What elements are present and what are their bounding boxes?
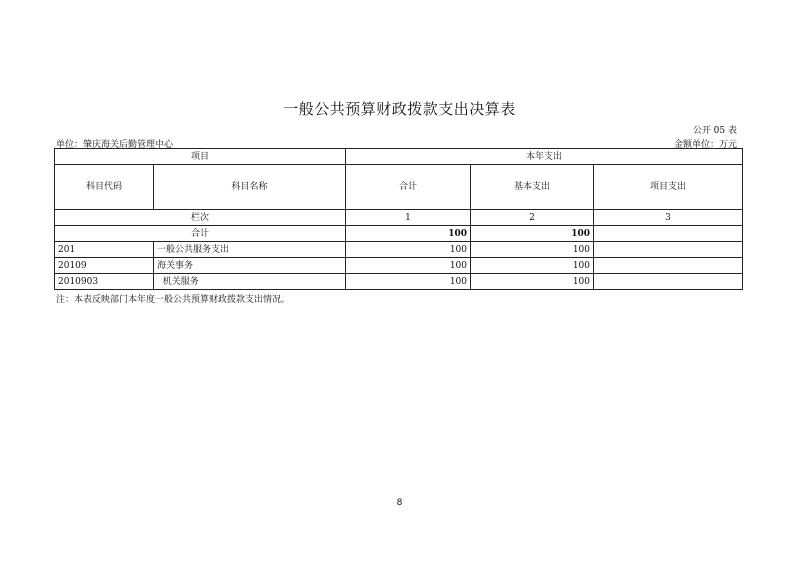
row-basic: 100: [471, 242, 594, 258]
row-basic: 100: [471, 258, 594, 274]
column-header-total: 合计: [346, 165, 471, 210]
unit-label: 单位：肇庆海关后勤管理中心: [56, 140, 174, 150]
header-current-year: 本年支出: [346, 149, 743, 165]
expenditure-table: [54, 148, 743, 290]
row-total: 100: [346, 258, 471, 274]
page-number: 8: [396, 498, 403, 508]
table-row: [55, 242, 743, 258]
row-code: 2010903: [55, 274, 154, 290]
header-project: 项目: [55, 149, 346, 165]
row-project: [594, 258, 743, 274]
row-project: [594, 274, 743, 290]
row-total: 100: [346, 242, 471, 258]
row-name: 机关服务: [154, 274, 346, 290]
total-amount: 100: [346, 226, 471, 242]
amount-unit-label: 金额单位：万元: [673, 140, 737, 150]
table-note: 注：本表反映部门本年度一般公共预算财政拨款支出情况。: [56, 295, 291, 305]
lanci-1: 1: [346, 210, 471, 226]
column-header-name: 科目名称: [154, 165, 346, 210]
row-total: 100: [346, 274, 471, 290]
row-project: [594, 242, 743, 258]
lanci-label: 栏次: [55, 210, 346, 226]
column-header-basic: 基本支出: [471, 165, 594, 210]
table-row: [55, 274, 743, 290]
row-name: 海关事务: [154, 258, 346, 274]
total-project: [594, 226, 743, 242]
lanci-2: 2: [471, 210, 594, 226]
column-header-code: 科目代码: [55, 165, 154, 210]
form-number: 公开 05 表: [692, 126, 737, 136]
row-basic: 100: [471, 274, 594, 290]
column-header-project: 项目支出: [594, 165, 743, 210]
report-title: 一般公共预算财政拨款支出决算表: [283, 100, 516, 118]
row-name: 一般公共服务支出: [154, 242, 346, 258]
row-code: 20109: [55, 258, 154, 274]
table-row: [55, 258, 743, 274]
lanci-3: 3: [594, 210, 743, 226]
total-basic: 100: [471, 226, 594, 242]
row-code: 201: [55, 242, 154, 258]
total-label: 合计: [55, 226, 346, 242]
